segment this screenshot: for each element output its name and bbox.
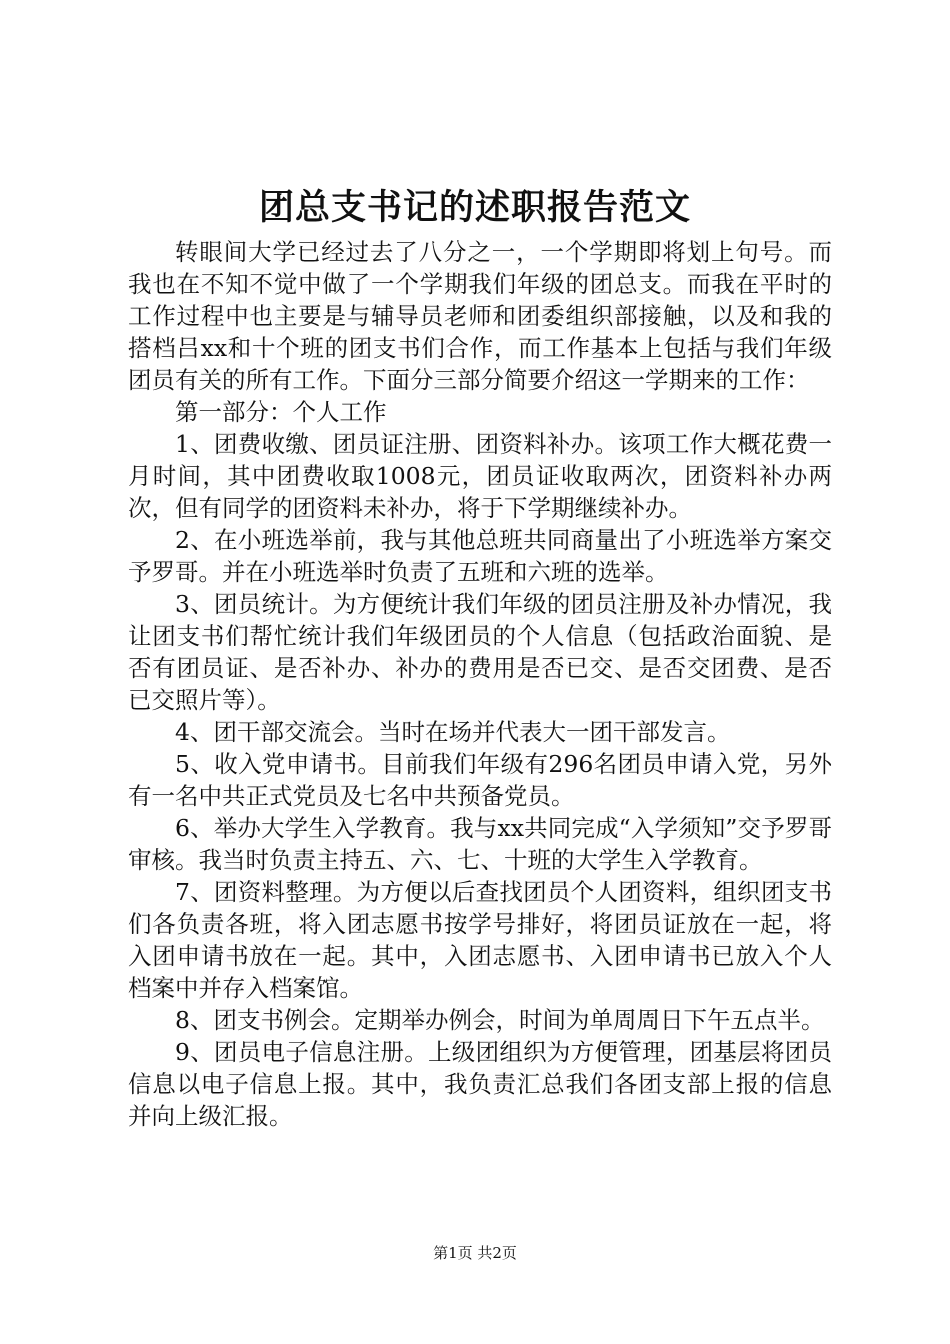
item-paragraph-2: 2、在小班选举前，我与其他总班共同商量出了小班选举方案交予罗哥。并在小班选举时负责了五班和六班的选举。 — [128, 526, 832, 586]
item-paragraph-1: 1、团费收缴、团员证注册、团资料补办。该项工作大概花费一月时间，其中团费收取1008元，团员证收取两次，团资料补办两次，但有同学的团资料未补办，将于下学期继续补办。 — [128, 430, 832, 522]
item-paragraph-3: 3、团员统计。为方便统计我们年级的团员注册及补办情况，我让团支书们帮忙统计我们年级团员的个人信息（包括政治面貌、是否有团员证、是否补办、补办的费用是否已交、是否交团费、是否已交照片等）。 — [128, 590, 832, 714]
item-paragraph-5: 5、收入党申请书。目前我们年级有296名团员申请入党，另外有一名中共正式党员及七名中共预备党员。 — [128, 750, 832, 810]
document-body — [128, 236, 832, 1132]
document-title: 团总支书记的述职报告范文 — [258, 187, 691, 228]
section-heading-part-one: 第一部分：个人工作 — [175, 398, 387, 426]
item-paragraph-9: 9、团员电子信息注册。上级团组织为方便管理，团基层将团员信息以电子信息上报。其中，我负责汇总我们各团支部上报的信息并向上级汇报。 — [128, 1038, 832, 1130]
item-paragraph-6: 6、举办大学生入学教育。我与xx共同完成“入学须知”交予罗哥审核。我当时负责主持五、六、七、十班的大学生入学教育。 — [128, 814, 832, 874]
page-number-footer: 第1页 共2页 — [433, 1244, 517, 1262]
intro-paragraph: 转眼间大学已经过去了八分之一，一个学期即将划上句号。而我也在不知不觉中做了一个学期我们年级的团总支。而我在平时的工作过程中也主要是与辅导员老师和团委组织部接触，以及和我的搭档吕xx和十个班的团支书们合作，而工作基本上包括与我们年级团员有关的所有工作。下面分三部分简要介绍这一学期来的工作： — [128, 238, 832, 394]
item-paragraph-4: 4、团干部交流会。当时在场并代表大一团干部发言。 — [175, 718, 731, 746]
item-paragraph-7: 7、团资料整理。为方便以后查找团员个人团资料，组织团支书们各负责各班，将入团志愿书按学号排好，将团员证放在一起，将入团申请书放在一起。其中，入团志愿书、入团申请书已放入个人档案中并存入档案馆。 — [128, 878, 832, 1002]
item-paragraph-8: 8、团支书例会。定期举办例会，时间为单周周日下午五点半。 — [175, 1006, 825, 1034]
